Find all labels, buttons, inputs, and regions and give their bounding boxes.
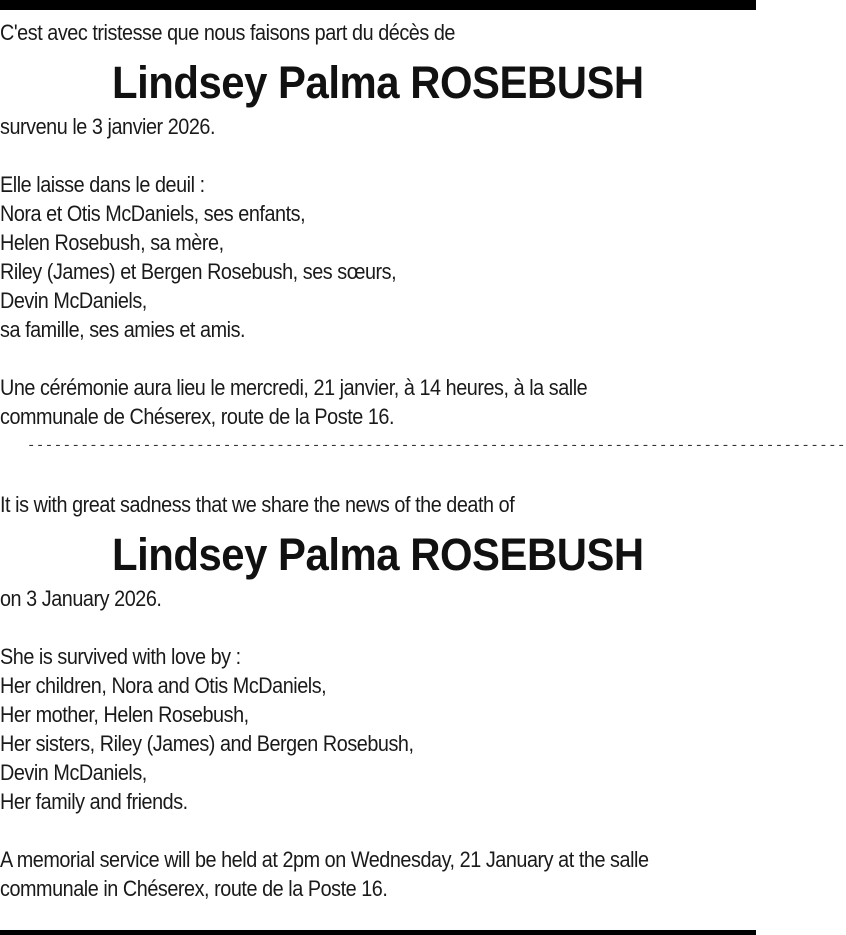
- notice-english: [0, 490, 756, 903]
- spacer: [0, 344, 756, 373]
- survivor-item: Devin McDaniels,: [0, 760, 147, 785]
- survivors-list: [0, 671, 756, 816]
- survivor-item: Helen Rosebush, sa mère,: [0, 230, 224, 255]
- survivor-item: Nora et Otis McDaniels, ses enfants,: [0, 201, 306, 226]
- dashed-separator: --------------------------------------------------------------------------------------------: [27, 438, 846, 454]
- spacer: [0, 141, 756, 170]
- deceased-name: [0, 526, 756, 584]
- intro-text: C'est avec tristesse que nous faisons part du décès de: [0, 20, 455, 45]
- deceased-name-text: Lindsey Palma ROSEBUSH: [112, 57, 644, 108]
- survivor-item: Her mother, Helen Rosebush,: [0, 702, 249, 727]
- survivors-heading: She is survived with love by :: [0, 644, 241, 669]
- bottom-rule: [0, 930, 756, 935]
- survivor-item: Her family and friends.: [0, 789, 188, 814]
- spacer: [0, 816, 756, 845]
- date-line: survenu le 3 janvier 2026.: [0, 114, 216, 139]
- ceremony-line: communale in Chéserex, route de la Poste 16.: [0, 876, 388, 901]
- ceremony-line: communale de Chéserex, route de la Poste 16.: [0, 404, 395, 429]
- notice-french: [0, 18, 756, 431]
- deceased-name-text: Lindsey Palma ROSEBUSH: [112, 529, 644, 580]
- ceremony-line: A memorial service will be held at 2pm on Wednesday, 21 January at the salle: [0, 847, 649, 872]
- intro-text: It is with great sadness that we share the news of the death of: [0, 492, 515, 517]
- survivor-item: Her children, Nora and Otis McDaniels,: [0, 673, 327, 698]
- survivors-list: [0, 199, 756, 344]
- survivor-item: Riley (James) et Bergen Rosebush, ses sœurs,: [0, 259, 397, 284]
- ceremony-line: Une cérémonie aura lieu le mercredi, 21 janvier, à 14 heures, à la salle: [0, 375, 588, 400]
- survivor-item: Her sisters, Riley (James) and Bergen Rosebush,: [0, 731, 414, 756]
- deceased-name: [0, 54, 756, 112]
- spacer: [0, 613, 756, 642]
- top-rule: [0, 0, 756, 10]
- survivor-item: Devin McDaniels,: [0, 288, 147, 313]
- date-line: on 3 January 2026.: [0, 586, 162, 611]
- survivor-item: sa famille, ses amies et amis.: [0, 317, 246, 342]
- survivors-heading: Elle laisse dans le deuil :: [0, 172, 205, 197]
